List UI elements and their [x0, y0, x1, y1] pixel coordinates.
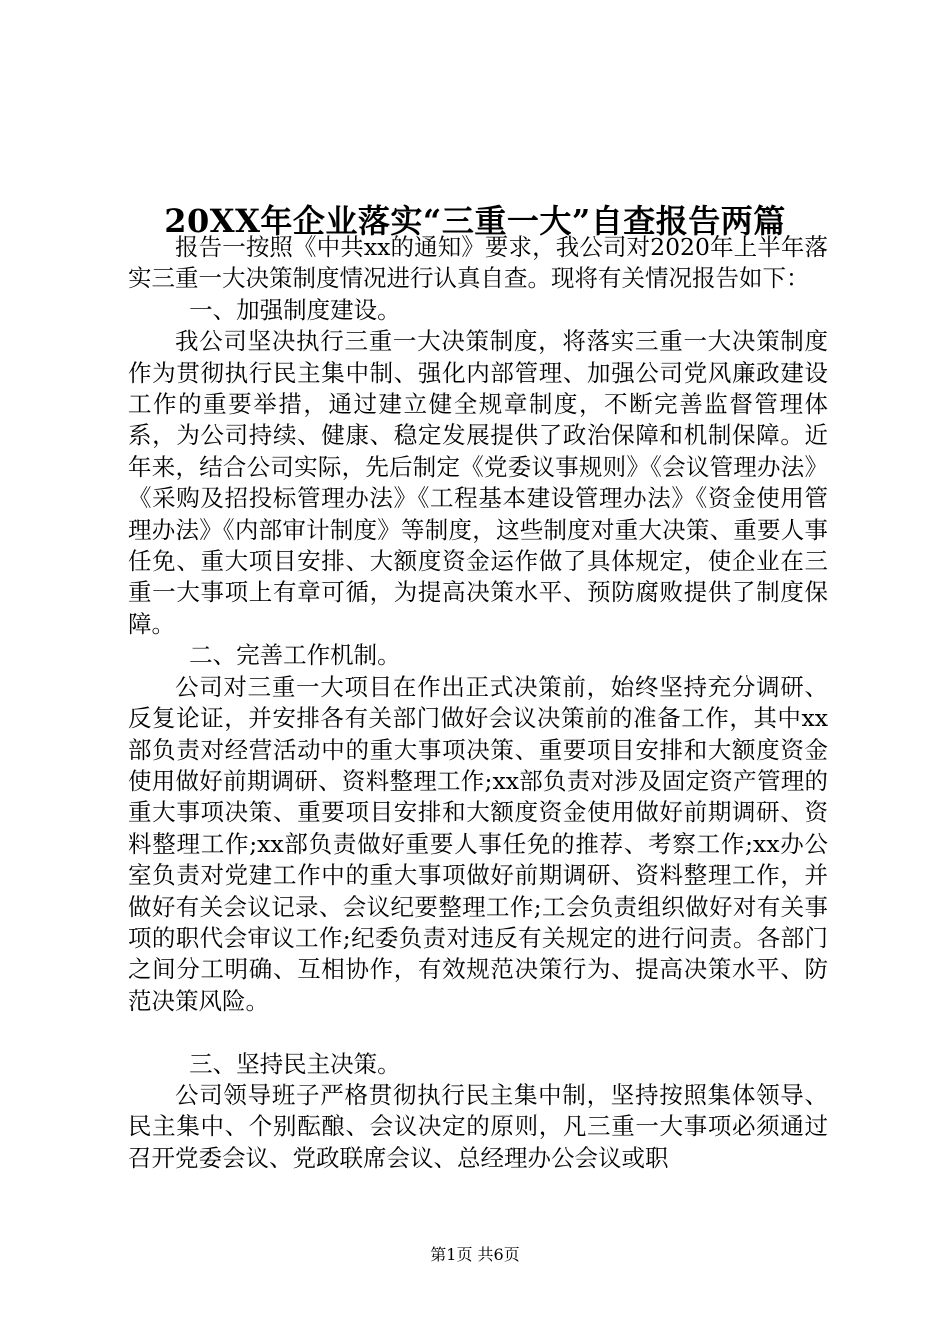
section-1-paragraph: 我公司坚决执行三重一大决策制度，将落实三重一大决策制度作为贯彻执行民主集中制、强化内部管理、加强公司党风廉政建设工作的重要举措，通过建立健全规章制度，不断完善监督管理体系，为公司持续、健康、稳定发展提供了政治保障和机制保障。近年来，结合公司实际，先后制定《党委议事规则》《会议管理办法》《采购及招投标管理办法》《工程基本建设管理办法》《资金使用管理办法》《内部审计制度》等制度，这些制度对重大决策、重要人事任免、重大项目安排、大额度资金运作做了具体规定，使企业在三重一大事项上有章可循，为提高决策水平、预防腐败提供了制度保障。: [128, 327, 828, 638]
section-heading-1: 一、加强制度建设。: [189, 295, 401, 324]
section-heading-3: 三、坚持民主决策。: [189, 1049, 401, 1078]
page-footer: 第1页 共6页: [430, 1245, 520, 1264]
section-2-paragraph: 公司对三重一大项目在作出正式决策前，始终坚持充分调研、反复论证，并安排各有关部门做好会议决策前的准备工作，其中xx部负责对经营活动中的重大事项决策、重要项目安排和大额度资金使用做好前期调研、资料整理工作;xx部负责对涉及固定资产管理的重大事项决策、重要项目安排和大额度资金使用做好前期调研、资料整理工作;xx部负责做好重要人事任免的推荐、考察工作;xx办公室负责对党建工作中的重大事项做好前期调研、资料整理工作，并做好有关会议记录、会议纪要整理工作;工会负责组织做好对有关事项的职代会审议工作;纪委负责对违反有关规定的进行问责。各部门之间分工明确、互相协作，有效规范决策行为、提高决策水平、防范决策风险。: [128, 672, 828, 1015]
paragraph-spacer: [128, 1017, 828, 1048]
intro-paragraph: 报告一按照《中共xx的通知》要求，我公司对2020年上半年落实三重一大决策制度情况进行认真自查。现将有关情况报告如下：: [128, 233, 828, 293]
document-body: [128, 232, 828, 1174]
page-title: 20XX年企业落实“三重一大”自查报告两篇: [164, 202, 786, 241]
section-heading-2: 二、完善工作机制。: [189, 641, 401, 670]
section-3-paragraph: 公司领导班子严格贯彻执行民主集中制，坚持按照集体领导、民主集中、个别酝酿、会议决定的原则，凡三重一大事项必须通过召开党委会议、党政联席会议、总经理办公会议或职: [128, 1080, 828, 1172]
